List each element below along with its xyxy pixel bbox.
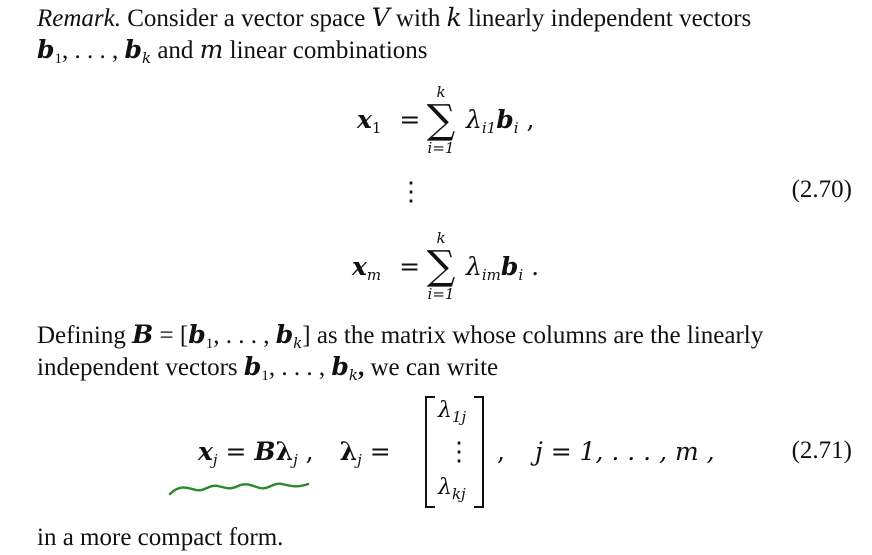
eq270-row1-rhs: $\lambda_{i1}b_i$ , [466,105,535,137]
eq270-row2-lhs: $x_m$ = [352,252,421,284]
green-squiggle-annotation [166,474,316,500]
eq270-sum-1: k ∑ i=1 [426,83,456,157]
eq270-vdots: ⋮ [398,177,424,206]
remark-paragraph: Remark. Consider a vector space V with k linearly independent vectors $b_1$, . . . , $b_k$ and m linear combinations [37,3,752,67]
eq271-lhs: $x_j = B\lambda_j$ , $\lambda_j$ = [198,437,391,469]
matrix-entry-2: $\lambda_{kj}$ [438,475,466,503]
eq270-row2-rhs: $\lambda_{im}b_i$ . [466,252,540,284]
eq270-row1-lhs: $x_1$ = [357,105,421,137]
eq270-number: (2.70) [791,176,852,203]
matrix-right-bracket [474,396,484,508]
matrix-left-bracket [425,396,435,508]
closing-line: in a more compact form. [37,524,284,551]
eq271-number: (2.71) [791,437,852,464]
defining-paragraph: Defining $B = [b_1$, . . . , $b_k$] as the matrix whose columns are the linearly independent vectors $b_1$, . . . , $b_k$, we can write [37,320,764,384]
eq271-j-range: j = 1, . . . , m , [535,437,715,466]
remark-label: Remark. [37,5,121,32]
matrix-entry-1: $\lambda_{1j}$ [438,398,467,426]
eq270-sum-2: k ∑ i=1 [426,229,456,303]
matrix-vdots: ⋮ [446,437,472,466]
eq271-after-comma: , [497,437,505,466]
